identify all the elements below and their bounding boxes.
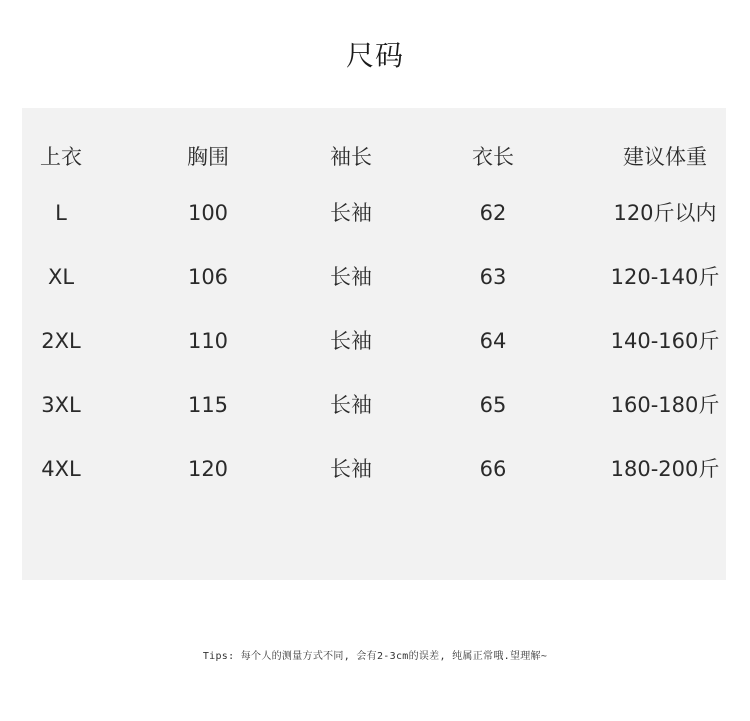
column-header-chest: 胸围 xyxy=(187,145,229,169)
chest-cell: 120 xyxy=(187,457,229,481)
weight-cell: 120-140斤 xyxy=(610,265,720,289)
sleeve-cell: 长袖 xyxy=(330,201,372,225)
sleeve-cell: 长袖 xyxy=(330,329,372,353)
length-cell: 64 xyxy=(479,329,507,353)
weight-cell: 120斤以内 xyxy=(613,201,717,225)
column-header-weight: 建议体重 xyxy=(623,145,707,169)
weight-cell: 180-200斤 xyxy=(610,457,720,481)
size-cell: 2XL xyxy=(41,329,81,353)
page-title: 尺码 xyxy=(345,39,404,72)
sleeve-cell: 长袖 xyxy=(330,393,372,417)
weight-cell: 160-180斤 xyxy=(610,393,720,417)
length-cell: 65 xyxy=(479,393,507,417)
weight-cell: 140-160斤 xyxy=(610,329,720,353)
column-header-length: 衣长 xyxy=(472,145,514,169)
chest-cell: 110 xyxy=(187,329,229,353)
chest-cell: 115 xyxy=(187,393,229,417)
size-chart-table xyxy=(22,108,726,580)
chest-cell: 106 xyxy=(187,265,229,289)
size-cell: 4XL xyxy=(41,457,81,481)
size-cell: XL xyxy=(47,265,75,289)
column-header-sleeve: 袖长 xyxy=(330,145,372,169)
chest-cell: 100 xyxy=(187,201,229,225)
length-cell: 63 xyxy=(479,265,507,289)
measurement-tip: Tips: 每个人的测量方式不同, 会有2-3cm的误差, 纯属正常哦.望理解~ xyxy=(202,651,548,662)
size-cell: 3XL xyxy=(41,393,81,417)
length-cell: 66 xyxy=(479,457,507,481)
column-header-top: 上衣 xyxy=(40,145,82,169)
size-cell: L xyxy=(55,201,67,225)
sleeve-cell: 长袖 xyxy=(330,457,372,481)
length-cell: 62 xyxy=(479,201,507,225)
sleeve-cell: 长袖 xyxy=(330,265,372,289)
